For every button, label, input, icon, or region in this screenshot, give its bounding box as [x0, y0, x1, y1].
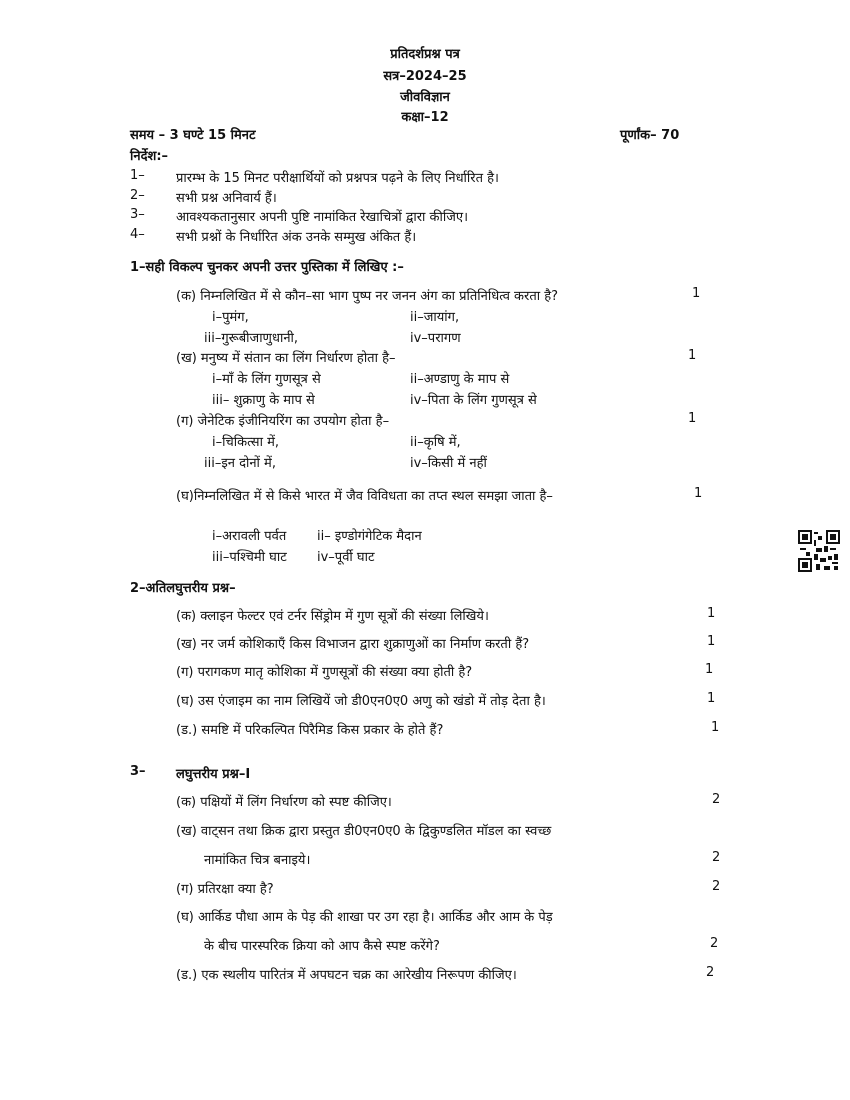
instruction-num: 2– — [130, 188, 145, 203]
time-label: समय – 3 घण्टे 15 मिनट — [130, 128, 256, 143]
question-mark: 2 — [712, 879, 721, 894]
question-text: (ग) जेनेटिक इंजीनियरिंग का उपयोग होता है– — [176, 414, 390, 429]
instruction-num: 3– — [130, 207, 145, 222]
question-mark: 1 — [692, 286, 701, 301]
option: iii–इन दोनों में, — [204, 456, 276, 471]
question-text: (ख) नर जर्म कोशिकाएँ किस विभाजन द्वारा शुक्राणुओं का निर्माण करती हैं? — [176, 637, 530, 652]
question-text: (घ) उस एंजाइम का नाम लिखियें जो डी0एन0ए0 अणु को खंडो में तोड़ देता है। — [176, 694, 546, 709]
section2-title: 2–अतिलघुत्तरीय प्रश्न– — [130, 581, 236, 596]
section1-title: 1–सही विकल्प चुनकर अपनी उत्तर पुस्तिका में लिखिए :– — [130, 260, 404, 275]
paper-title: प्रतिदर्शप्रश्न पत्र — [390, 47, 460, 62]
option: ii–कृषि में, — [410, 435, 461, 450]
option: i–पुमंग, — [212, 310, 249, 325]
qr-code-icon — [798, 530, 840, 572]
question-mark: 2 — [706, 965, 715, 980]
section3-num: 3– — [130, 764, 146, 779]
option: iv–पिता के लिंग गुणसूत्र से — [410, 393, 537, 408]
question-text: (ख) वाट्सन तथा क्रिक द्वारा प्रस्तुत डी0एन0ए0 के द्विकुण्डलित मॉडल का स्वच्छ — [176, 824, 552, 839]
instruction-text: प्रारम्भ के 15 मिनट परीक्षार्थियों को प्रश्नपत्र पढ़ने के लिए निर्धारित है। — [176, 171, 499, 186]
option: iv–पूर्वी घाट — [317, 550, 375, 565]
question-text: (ड.) समष्टि में परिकल्पित पिरैमिड किस प्रकार के होते हैं? — [176, 723, 444, 738]
question-text: (क) पक्षियों में लिंग निर्धारण को स्पष्ट कीजिए। — [176, 795, 392, 810]
option: i–चिकित्सा में, — [212, 435, 279, 450]
question-mark: 1 — [711, 720, 720, 735]
session-label: सत्र–2024–25 — [383, 69, 467, 84]
question-mark: 1 — [705, 662, 714, 677]
option: i–माँ के लिंग गुणसूत्र से — [212, 372, 321, 387]
question-text: (ड.) एक स्थलीय पारितंत्र में अपघटन चक्र का आरेखीय निरूपण कीजिए। — [176, 968, 517, 983]
question-text: (घ)निम्नलिखित में से किसे भारत में जैव विविधता का तप्त स्थल समझा जाता है– — [176, 489, 553, 504]
question-mark: 1 — [694, 486, 703, 501]
option: iii–पश्चिमी घाट — [212, 550, 287, 565]
question-text: (क) निम्नलिखित में से कौन–सा भाग पुष्प नर जनन अंग का प्रतिनिधित्व करता है? — [176, 289, 559, 304]
question-text: (ग) प्रतिरक्षा क्या है? — [176, 882, 274, 897]
option: ii–अण्डाणु के माप से — [410, 372, 510, 387]
max-marks-label: पूर्णांक– 70 — [620, 128, 680, 143]
instruction-text: सभी प्रश्नों के निर्धारित अंक उनके सम्मुख अंकित हैं। — [176, 230, 417, 245]
option: ii–जायांग, — [410, 310, 460, 325]
option: iv–परागण — [410, 331, 461, 346]
subject-label: जीवविज्ञान — [400, 90, 450, 105]
instructions-title: निर्देश:– — [130, 149, 169, 164]
question-mark: 2 — [712, 850, 721, 865]
instruction-text: सभी प्रश्न अनिवार्य हैं। — [176, 191, 277, 206]
question-text: (ख) मनुष्य में संतान का लिंग निर्धारण होता है– — [176, 351, 396, 366]
question-mark: 1 — [707, 606, 716, 621]
question-mark: 1 — [688, 348, 697, 363]
question-mark: 2 — [712, 792, 721, 807]
question-mark: 2 — [710, 936, 719, 951]
question-text: (क) क्लाइन फेल्टर एवं टर्नर सिंड्रोम में गुण सूत्रों की संख्या लिखिये। — [176, 609, 489, 624]
section3-title: लघुत्तरीय प्रश्न–I — [176, 767, 251, 782]
question-text-continued: नामांकित चित्र बनाइये। — [204, 853, 311, 868]
question-mark: 1 — [707, 634, 716, 649]
option: iv–किसी में नहीं — [410, 456, 487, 471]
option: i–अरावली पर्वत — [212, 529, 287, 544]
question-text-continued: के बीच पारस्परिक क्रिया को आप कैसे स्पष्ट करेंगे? — [204, 939, 440, 954]
instruction-num: 4– — [130, 227, 145, 242]
instruction-text: आवश्यकतानुसार अपनी पुष्टि नामांकित रेखाचित्रों द्वारा कीजिए। — [176, 210, 469, 225]
question-text: (ग) परागकण मातृ कोशिका में गुणसूत्रों की संख्या क्या होती है? — [176, 665, 473, 680]
question-mark: 1 — [688, 411, 697, 426]
class-label: कक्षा–12 — [401, 110, 449, 125]
option: iii– शुक्राणु के माप से — [212, 393, 315, 408]
option: iii–गुरूबीजाणुधानी, — [204, 331, 299, 346]
question-text: (घ) आर्किड पौधा आम के पेड़ की शाखा पर उग रहा है। आर्किड और आम के पेड़ — [176, 910, 553, 925]
question-mark: 1 — [707, 691, 716, 706]
option: ii– इण्डोगंगेटिक मैदान — [317, 529, 422, 544]
instruction-num: 1– — [130, 168, 145, 183]
